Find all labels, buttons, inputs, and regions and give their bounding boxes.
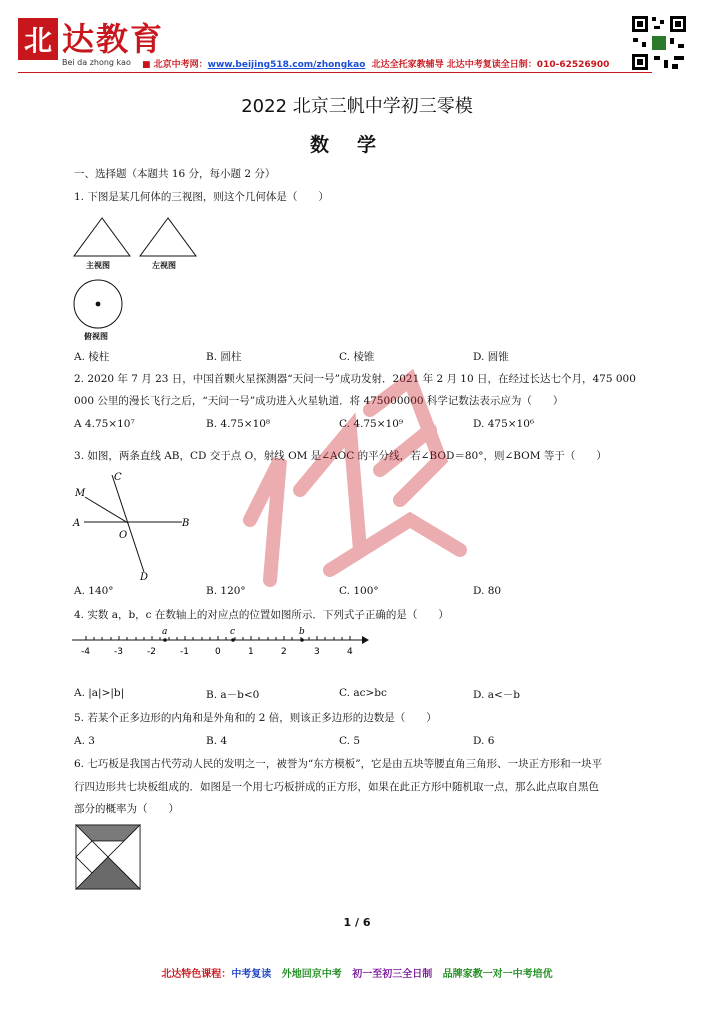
logo-text: 达教育 (62, 20, 165, 58)
q1-option-d: D. 圆锥 (473, 351, 509, 363)
q5-option-b: B. 4 (206, 735, 228, 747)
q4-point-a (163, 638, 167, 642)
q4-tick-label: 0 (215, 647, 221, 657)
q3-label-b: B (182, 518, 190, 529)
q4-option-c: C. ac>bc (339, 687, 387, 699)
q4-label-a: a (162, 627, 168, 637)
q4-option-d: D. a<－b (473, 689, 520, 701)
q5-option-a: A. 3 (74, 735, 95, 747)
footer-label: 北达特色课程： (161, 969, 232, 980)
q4-tick-label: 3 (314, 647, 320, 657)
q1-left-view-triangle (138, 216, 198, 258)
q4-tick-label: 4 (347, 647, 353, 657)
qr-code-icon (630, 14, 688, 72)
q3-label-d: D (140, 572, 149, 582)
q1-top-view-circle (72, 278, 124, 330)
footer-item: 外地回京中考 (281, 969, 342, 980)
q4-option-b: B. a－b<0 (206, 689, 260, 701)
header-divider (18, 72, 652, 73)
q6-stem-line3: 部分的概率为（ ） (74, 803, 179, 815)
q4-tick-label: 2 (281, 647, 287, 657)
q1-option-b: B. 圆柱 (206, 351, 242, 363)
q3-option-c: C. 100° (339, 585, 379, 597)
footer-item: 中考复读 (231, 969, 272, 980)
subject-title: 数学 (309, 134, 404, 156)
q4-tick-label: -2 (147, 647, 156, 657)
logo-char: 北 (23, 24, 52, 57)
q4-tick-label: -1 (180, 647, 189, 657)
q1-left-view-label: 左视图 (152, 261, 176, 270)
page-number: 1 / 6 (343, 916, 371, 929)
q3-label-o: O (119, 530, 128, 541)
q1-front-view-triangle (72, 216, 132, 258)
footer-item: 初一至初三全日制 (352, 969, 433, 980)
q4-ticks (86, 636, 350, 640)
q2-option-b: B. 4.75×10⁸ (206, 418, 271, 430)
q3-label-c: C (114, 472, 122, 483)
q2-option-d: D. 475×10⁶ (473, 418, 535, 430)
q1-front-view-label: 主视图 (86, 261, 110, 270)
q1-top-view-label: 俯视图 (84, 332, 108, 341)
q1-option-c: C. 棱锥 (339, 351, 375, 363)
q4-number-line (70, 626, 370, 662)
q3-option-d: D. 80 (473, 585, 502, 597)
q1-option-a: A. 棱柱 (74, 351, 110, 363)
footer-promo (0, 965, 714, 980)
q4-tick-label: -3 (114, 647, 123, 657)
q5-option-c: C. 5 (339, 735, 361, 747)
q5-option-d: D. 6 (473, 735, 495, 747)
q3-stem: 3. 如图，两条直线 AB，CD 交于点 O，射线 OM 是∠AOC 的平分线，若∠BOD＝80°，则∠BOM 等于（ ） (74, 450, 607, 462)
q2-option-a: A 4.75×10⁷ (74, 418, 135, 430)
q6-tangram-square (75, 824, 141, 890)
q4-tick-label: 1 (248, 647, 254, 657)
q6-stem-line2: 行四边形共七块板组成的．如图是一个用七巧板拼成的正方形，如果在此正方形中随机取一点，那么此点取自黑色 (74, 781, 599, 793)
footer-item: 品牌家教一对一中考培优 (442, 969, 553, 980)
q4-point-b (300, 638, 304, 642)
q4-label-b: b (299, 627, 305, 637)
q4-option-a: A. |a|>|b| (74, 687, 125, 699)
q3-option-b: B. 120° (206, 585, 246, 597)
header-info (142, 57, 609, 70)
q3-line-diagram (70, 470, 200, 582)
q2-option-c: C. 4.75×10⁹ (339, 418, 404, 430)
q5-stem: 5. 若某个正多边形的内角和是外角和的 2 倍，则该正多边形的边数是（ ） (74, 712, 437, 724)
section-heading: 一、选择题（本题共 16 分，每小题 2 分） (74, 168, 276, 180)
q3-option-a: A. 140° (74, 585, 114, 597)
watermark-seal-icon (210, 320, 490, 620)
document-title: 2022 北京三帆中学初三零模 (241, 96, 473, 117)
q4-stem: 4. 实数 a，b，c 在数轴上的对应点的位置如图所示．下列式子正确的是（ ） (74, 609, 449, 621)
q3-label-a: A (73, 518, 81, 529)
q3-label-m: M (75, 488, 86, 499)
q4-point-c (231, 638, 235, 642)
logo-pinyin: Bei da zhong kao (62, 58, 131, 67)
q1-stem: 1. 下图是某几何体的三视图，则这个几何体是（ ） (74, 191, 329, 203)
logo-badge (18, 18, 58, 60)
q4-tick-label: -4 (81, 647, 90, 657)
header-url-link[interactable]: www.beijing518.com/zhongkao (207, 60, 366, 70)
q2-stem-line2: 000 公里的漫长飞行之后，“天问一号”成功进入火星轨道．将 475000000 科学记数法表示应为（ ） (74, 395, 564, 407)
header-info-prefix: ■ 北京中考网： (142, 60, 208, 70)
header-info-rest: 北达全托家教辅导 北达中考复读全日制：010-62526900 (371, 60, 610, 70)
q4-label-c: c (230, 627, 236, 637)
q6-stem-line1: 6. 七巧板是我国古代劳动人民的发明之一，被誉为“东方模板”，它是由五块等腰直角三角形、一块正方形和一块平 (74, 758, 603, 770)
q2-stem-line1: 2. 2020 年 7 月 23 日，中国首颗火星探测器“天问一号”成功发射．2021 年 2 月 10 日，在经过长达七个月，475 000 (74, 373, 636, 385)
